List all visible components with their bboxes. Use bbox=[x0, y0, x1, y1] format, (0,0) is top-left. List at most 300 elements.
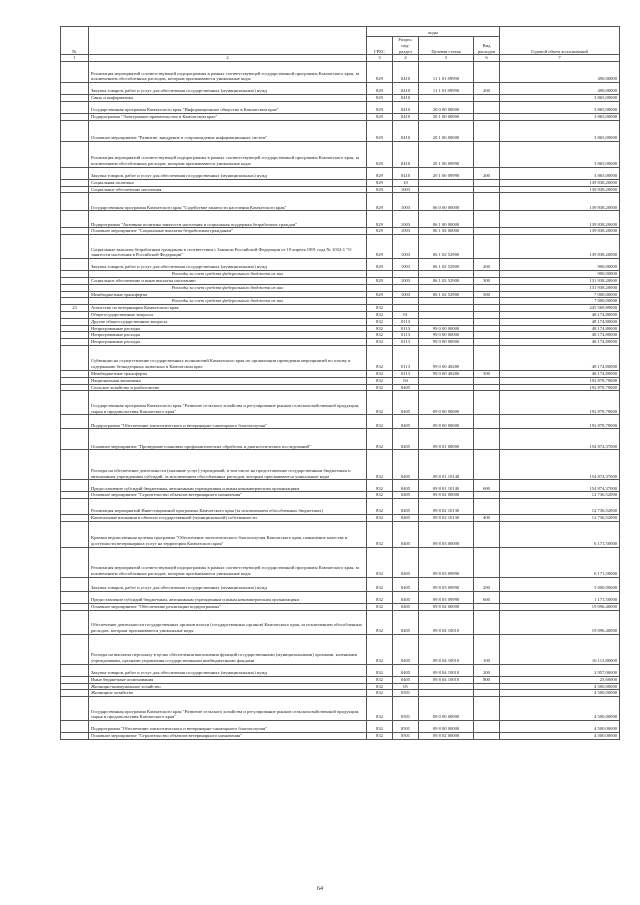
col-header-expense-type: Вид расходов bbox=[474, 37, 500, 55]
row-section: 0405 bbox=[393, 492, 419, 499]
row-number bbox=[61, 167, 89, 179]
row-expense-type bbox=[474, 101, 500, 113]
row-grbs: 829 bbox=[367, 193, 393, 211]
row-number bbox=[61, 664, 89, 676]
row-expense-type bbox=[474, 211, 500, 228]
row-section: 1003 bbox=[393, 291, 419, 298]
row-amount: 1 171,50000 bbox=[500, 591, 620, 603]
row-target: 06 1 02 00000 bbox=[419, 228, 474, 235]
row-name: Расходы на выплаты персоналу в целях обеспечения выполнения функций государственными (муниципальными) органами, казенными учреждениями, органами управления государственными внебюджетными фондами bbox=[89, 634, 367, 664]
row-expense-type: 500 bbox=[474, 370, 500, 377]
row-amount: 12 736,52000 bbox=[500, 492, 620, 499]
row-target bbox=[419, 271, 474, 278]
table-row bbox=[61, 318, 620, 325]
row-name: Другие общегосударственные вопросы bbox=[89, 318, 367, 325]
row-target: 20 1 00 00000 bbox=[419, 113, 474, 120]
row-target: 09 8 04 10010 bbox=[419, 664, 474, 676]
row-name: Жилищное хозяйство bbox=[89, 690, 367, 697]
row-amount: 192 878,79000 bbox=[500, 415, 620, 429]
row-target: 09 8 02 10130 bbox=[419, 515, 474, 522]
row-name: Социальное обеспечение населения bbox=[89, 186, 367, 193]
row-expense-type: 200 bbox=[474, 83, 500, 95]
row-number bbox=[61, 101, 89, 113]
col-header-section: Раздел, под-раздел bbox=[393, 37, 419, 55]
row-grbs: 832 bbox=[367, 377, 393, 384]
row-target: 09 8 01 10140 bbox=[419, 450, 474, 480]
col-header-name bbox=[89, 27, 367, 55]
row-target: 09 8 02 00000 bbox=[419, 492, 474, 499]
row-section: 05 bbox=[393, 683, 419, 690]
col-header-grbs: ГРБС bbox=[367, 37, 393, 55]
row-number bbox=[61, 141, 89, 167]
row-grbs: 832 bbox=[367, 415, 393, 429]
row-expense-type bbox=[474, 62, 500, 83]
row-name: Расходы за счет средств федерального бюджета из них bbox=[89, 298, 367, 305]
col-index-7: 7 bbox=[500, 55, 620, 62]
row-amount: 3 865,00000 bbox=[500, 101, 620, 113]
row-amount: 490,00000 bbox=[500, 62, 620, 83]
row-expense-type: 200 bbox=[474, 664, 500, 676]
row-grbs: 829 bbox=[367, 83, 393, 95]
row-amount: 6 171,50000 bbox=[500, 521, 620, 547]
row-grbs: 832 bbox=[367, 521, 393, 547]
row-number bbox=[61, 610, 89, 634]
row-number bbox=[61, 193, 89, 211]
row-target: 09 8 02 10130 bbox=[419, 499, 474, 515]
col-index-2: 2 bbox=[89, 55, 367, 62]
table-row bbox=[61, 305, 620, 312]
row-grbs: 832 bbox=[367, 391, 393, 415]
row-grbs bbox=[367, 271, 393, 278]
row-section bbox=[393, 298, 419, 305]
row-grbs: 832 bbox=[367, 480, 393, 492]
row-grbs: 829 bbox=[367, 62, 393, 83]
row-section: 0405 bbox=[393, 577, 419, 591]
row-number bbox=[61, 120, 89, 141]
row-number bbox=[61, 547, 89, 577]
row-amount: 154 874,37000 bbox=[500, 480, 620, 492]
row-grbs: 832 bbox=[367, 499, 393, 515]
row-section: 01 bbox=[393, 311, 419, 318]
row-name: Непрограммные расходы bbox=[89, 325, 367, 332]
row-grbs: 832 bbox=[367, 492, 393, 499]
row-section: 0410 bbox=[393, 167, 419, 179]
row-expense-type: 400 bbox=[474, 515, 500, 522]
row-expense-type bbox=[474, 499, 500, 515]
row-target bbox=[419, 690, 474, 697]
row-expense-type bbox=[474, 415, 500, 429]
table-row bbox=[61, 499, 620, 515]
table-row bbox=[61, 721, 620, 733]
row-number: 23 bbox=[61, 305, 89, 312]
row-section: 0405 bbox=[393, 547, 419, 577]
row-amount: 900,00000 bbox=[500, 259, 620, 271]
row-expense-type: 800 bbox=[474, 676, 500, 683]
row-section: 0405 bbox=[393, 664, 419, 676]
row-amount: 12 736,52000 bbox=[500, 515, 620, 522]
row-amount: 139 838,20000 bbox=[500, 193, 620, 211]
row-section bbox=[393, 271, 419, 278]
row-grbs: 832 bbox=[367, 515, 393, 522]
table-row bbox=[61, 83, 620, 95]
row-target: 06 0 00 00000 bbox=[419, 193, 474, 211]
row-section: 1003 bbox=[393, 235, 419, 259]
row-name: Реализация мероприятий Инвестиционной программы Камчатского края (за исключением обособленных бюджетных) bbox=[89, 499, 367, 515]
row-grbs: 829 bbox=[367, 95, 393, 102]
table-row bbox=[61, 377, 620, 384]
row-grbs: 832 bbox=[367, 634, 393, 664]
row-number bbox=[61, 721, 89, 733]
row-amount: 900,00000 bbox=[500, 271, 620, 278]
row-section: 0501 bbox=[393, 697, 419, 721]
row-name: Подпрограмма "Обеспечение эпизоотического и ветеринарно-санитарного благополучия" bbox=[89, 415, 367, 429]
row-grbs: 832 bbox=[367, 664, 393, 676]
row-number bbox=[61, 521, 89, 547]
row-amount: 48 174,80000 bbox=[500, 332, 620, 339]
row-amount: 7 000,00000 bbox=[500, 291, 620, 298]
row-expense-type bbox=[474, 391, 500, 415]
row-target bbox=[419, 95, 474, 102]
row-target: 09 8 01 10140 bbox=[419, 480, 474, 492]
row-amount: 48 174,80000 bbox=[500, 318, 620, 325]
table-row bbox=[61, 515, 620, 522]
row-number bbox=[61, 339, 89, 346]
row-grbs: 832 bbox=[367, 450, 393, 480]
row-amount: 19 096,40000 bbox=[500, 610, 620, 634]
row-section: 0410 bbox=[393, 83, 419, 95]
row-amount: 3 865,00000 bbox=[500, 167, 620, 179]
row-number bbox=[61, 634, 89, 664]
row-target: 09 8 04 00000 bbox=[419, 603, 474, 610]
row-amount: 192 878,79000 bbox=[500, 391, 620, 415]
row-expense-type bbox=[474, 733, 500, 740]
row-target: 20 0 00 00000 bbox=[419, 101, 474, 113]
row-number bbox=[61, 690, 89, 697]
row-expense-type bbox=[474, 610, 500, 634]
row-number bbox=[61, 603, 89, 610]
table-row bbox=[61, 120, 620, 141]
table-row bbox=[61, 610, 620, 634]
row-grbs: 829 bbox=[367, 167, 393, 179]
row-amount: 48 174,80000 bbox=[500, 325, 620, 332]
row-amount: 48 174,80000 bbox=[500, 345, 620, 370]
table-row bbox=[61, 697, 620, 721]
row-section: 0405 bbox=[393, 591, 419, 603]
row-name: Социальные выплаты безработным гражданам в соответствии с Законом Российской Федерации от 19 апреля 1991 года № 1032-1 "О занятости населения в Российской Федерации" bbox=[89, 235, 367, 259]
row-grbs: 832 bbox=[367, 690, 393, 697]
row-grbs: 829 bbox=[367, 235, 393, 259]
row-expense-type: 200 bbox=[474, 259, 500, 271]
row-amount: 6 171,50000 bbox=[500, 547, 620, 577]
row-amount: 2 957,00000 bbox=[500, 664, 620, 676]
row-grbs: 832 bbox=[367, 384, 393, 391]
row-name: Агентство по ветеринарии Камчатского края bbox=[89, 305, 367, 312]
row-target bbox=[419, 284, 474, 291]
table-row bbox=[61, 664, 620, 676]
table-row bbox=[61, 179, 620, 186]
row-grbs: 829 bbox=[367, 186, 393, 193]
row-section: 0501 bbox=[393, 733, 419, 740]
row-grbs: 829 bbox=[367, 101, 393, 113]
row-expense-type bbox=[474, 450, 500, 480]
row-number bbox=[61, 415, 89, 429]
row-grbs: 829 bbox=[367, 228, 393, 235]
row-name: Основное мероприятие "Строительство объектов ветеринарного назначения" bbox=[89, 733, 367, 740]
table-row bbox=[61, 311, 620, 318]
row-number bbox=[61, 186, 89, 193]
row-name: Основное мероприятие "Проведение плановых профилактических обработок и диагностических исследований" bbox=[89, 429, 367, 450]
row-amount: 154 874,37000 bbox=[500, 450, 620, 480]
row-section: 0113 bbox=[393, 339, 419, 346]
row-name: Подпрограмма "Электронное правительство в Камчатском крае" bbox=[89, 113, 367, 120]
row-target: 09 8 03 00000 bbox=[419, 521, 474, 547]
row-name: Закупка товаров, работ и услуг для обеспечения государственных (муниципальных) нужд bbox=[89, 664, 367, 676]
row-number bbox=[61, 697, 89, 721]
table-row bbox=[61, 547, 620, 577]
row-section: 0113 bbox=[393, 332, 419, 339]
table-row bbox=[61, 325, 620, 332]
row-target: 09 8 02 00000 bbox=[419, 733, 474, 740]
row-target bbox=[419, 305, 474, 312]
row-grbs: 832 bbox=[367, 305, 393, 312]
row-expense-type bbox=[474, 697, 500, 721]
table-body bbox=[61, 62, 620, 740]
row-name: Государственная программа Камчатского края "Развитие сельского хозяйства и регулирование рынков сельскохозяйственной продукции, сырья и продовольствия Камчатского края" bbox=[89, 697, 367, 721]
row-expense-type bbox=[474, 95, 500, 102]
row-name: Краевая ведомственная целевая программа "Обеспечение эпизоотического благополучия Камчатского края, повышение качества и доступности ветеринарных услуг на территории Камчатского края" bbox=[89, 521, 367, 547]
row-name: Реализация мероприятий соответствующей подпрограммы в рамках соответствующей государственной программы Камчатского края, за исключением обособленных расходов, которым присваиваются уникальные коды bbox=[89, 141, 367, 167]
row-grbs: 832 bbox=[367, 325, 393, 332]
row-grbs: 829 bbox=[367, 291, 393, 298]
col-header-amount: Годовой объем ассигнований bbox=[500, 27, 620, 55]
row-expense-type: 600 bbox=[474, 591, 500, 603]
row-name: Закупка товаров, работ и услуг для обеспечения государственных (муниципальных) нужд bbox=[89, 167, 367, 179]
table-row bbox=[61, 211, 620, 228]
row-name: Предоставление субсидий бюджетным, автономным учреждениям и иным некоммерческим организациям bbox=[89, 480, 367, 492]
row-target: 06 1 02 52900 bbox=[419, 277, 474, 284]
row-target: 09 8 00 00000 bbox=[419, 415, 474, 429]
table-row bbox=[61, 193, 620, 211]
row-section: 0113 bbox=[393, 325, 419, 332]
row-target: 99 0 00 00000 bbox=[419, 332, 474, 339]
row-name: Основное мероприятие "Социальные выплаты безработным гражданам" bbox=[89, 228, 367, 235]
row-name: Закупка товаров, работ и услуг для обеспечения государственных (муниципальных) нужд bbox=[89, 577, 367, 591]
row-expense-type bbox=[474, 113, 500, 120]
row-name: Межбюджетные трансферты bbox=[89, 370, 367, 377]
row-section: 0405 bbox=[393, 450, 419, 480]
row-number bbox=[61, 62, 89, 83]
row-expense-type bbox=[474, 547, 500, 577]
row-section: 0405 bbox=[393, 603, 419, 610]
row-amount: 3 865,00000 bbox=[500, 113, 620, 120]
table-row bbox=[61, 683, 620, 690]
row-section: 1003 bbox=[393, 259, 419, 271]
table-row bbox=[61, 480, 620, 492]
row-number bbox=[61, 259, 89, 271]
row-section: 1003 bbox=[393, 186, 419, 193]
row-grbs: 832 bbox=[367, 318, 393, 325]
row-section: 0405 bbox=[393, 429, 419, 450]
row-grbs: 832 bbox=[367, 370, 393, 377]
row-grbs: 829 bbox=[367, 211, 393, 228]
row-amount: 5 000,00000 bbox=[500, 577, 620, 591]
table-row bbox=[61, 577, 620, 591]
row-target: 06 1 02 52900 bbox=[419, 259, 474, 271]
page-number: 64 bbox=[317, 886, 323, 892]
row-number bbox=[61, 95, 89, 102]
row-section: 0405 bbox=[393, 415, 419, 429]
row-target: 06 1 02 52900 bbox=[419, 291, 474, 298]
col-index-4: 4 bbox=[393, 55, 419, 62]
row-grbs: 832 bbox=[367, 610, 393, 634]
table-row bbox=[61, 345, 620, 370]
row-expense-type: 500 bbox=[474, 291, 500, 298]
row-name: Государственная программа Камчатского края "Информационное общество в Камчатском крае" bbox=[89, 101, 367, 113]
row-section: 0405 bbox=[393, 676, 419, 683]
row-number bbox=[61, 577, 89, 591]
row-name: Связь и информатика bbox=[89, 95, 367, 102]
row-number bbox=[61, 370, 89, 377]
row-name: Расходы на обеспечение деятельности (оказание услуг) учреждений, в том числе на предоставление государственным бюджетным и автономным учреждениям субсидий, за исключением обособленных расходов, которым присваиваются уникальные коды bbox=[89, 450, 367, 480]
row-section bbox=[393, 305, 419, 312]
row-grbs: 832 bbox=[367, 345, 393, 370]
header-row-top bbox=[61, 27, 620, 37]
row-name: Предоставление субсидий бюджетным, автономным учреждениям и иным некоммерческим организациям bbox=[89, 591, 367, 603]
row-section: 0501 bbox=[393, 690, 419, 697]
row-expense-type bbox=[474, 690, 500, 697]
table-row bbox=[61, 277, 620, 284]
table-row bbox=[61, 141, 620, 167]
row-grbs: 832 bbox=[367, 547, 393, 577]
table-row bbox=[61, 62, 620, 83]
row-grbs: 832 bbox=[367, 591, 393, 603]
row-expense-type bbox=[474, 284, 500, 291]
row-expense-type bbox=[474, 318, 500, 325]
row-expense-type bbox=[474, 311, 500, 318]
row-target: 09 8 03 09990 bbox=[419, 547, 474, 577]
table-row-note bbox=[61, 271, 620, 278]
row-section: 0405 bbox=[393, 384, 419, 391]
row-grbs: 832 bbox=[367, 311, 393, 318]
row-name: Иные бюджетные ассигнования bbox=[89, 676, 367, 683]
row-grbs: 829 bbox=[367, 141, 393, 167]
row-expense-type bbox=[474, 384, 500, 391]
row-amount: 139 838,20000 bbox=[500, 228, 620, 235]
row-amount: 139 838,20000 bbox=[500, 235, 620, 259]
table-row bbox=[61, 690, 620, 697]
row-number bbox=[61, 384, 89, 391]
row-grbs: 829 bbox=[367, 277, 393, 284]
row-expense-type: 600 bbox=[474, 480, 500, 492]
row-section: 0405 bbox=[393, 610, 419, 634]
row-grbs: 832 bbox=[367, 332, 393, 339]
row-target: 09 8 04 10010 bbox=[419, 676, 474, 683]
row-number bbox=[61, 271, 89, 278]
row-grbs: 832 bbox=[367, 603, 393, 610]
row-amount: 490,00000 bbox=[500, 83, 620, 95]
row-expense-type bbox=[474, 305, 500, 312]
table-row bbox=[61, 415, 620, 429]
row-target: 20 1 06 09990 bbox=[419, 141, 474, 167]
table-row bbox=[61, 676, 620, 683]
row-grbs: 832 bbox=[367, 676, 393, 683]
row-section: 1003 bbox=[393, 211, 419, 228]
row-section: 0410 bbox=[393, 95, 419, 102]
row-amount: 192 878,79000 bbox=[500, 384, 620, 391]
row-number bbox=[61, 325, 89, 332]
row-number bbox=[61, 318, 89, 325]
col-header-number: № bbox=[61, 27, 89, 55]
row-expense-type bbox=[474, 377, 500, 384]
table-row bbox=[61, 339, 620, 346]
row-section: 0410 bbox=[393, 141, 419, 167]
row-section: 04 bbox=[393, 377, 419, 384]
table-row-note bbox=[61, 298, 620, 305]
row-expense-type bbox=[474, 603, 500, 610]
row-target: 99 0 00 40280 bbox=[419, 370, 474, 377]
row-target: 09 8 01 00000 bbox=[419, 429, 474, 450]
row-target: 20 1 06 09990 bbox=[419, 167, 474, 179]
row-section: 0405 bbox=[393, 499, 419, 515]
table-row bbox=[61, 291, 620, 298]
row-target bbox=[419, 298, 474, 305]
row-section: 1003 bbox=[393, 228, 419, 235]
row-name: Жилищно-коммунальное хозяйство bbox=[89, 683, 367, 690]
row-target: 09 8 03 09990 bbox=[419, 577, 474, 591]
table-row bbox=[61, 370, 620, 377]
row-expense-type bbox=[474, 721, 500, 733]
row-expense-type: 200 bbox=[474, 577, 500, 591]
row-grbs: 832 bbox=[367, 429, 393, 450]
table-row bbox=[61, 733, 620, 740]
row-target: 11 1 01 09990 bbox=[419, 62, 474, 83]
row-grbs: 832 bbox=[367, 721, 393, 733]
row-expense-type bbox=[474, 339, 500, 346]
row-name: Основное мероприятие "Строительство объектов ветеринарного назначения" bbox=[89, 492, 367, 499]
row-expense-type bbox=[474, 228, 500, 235]
row-target: 99 0 00 40280 bbox=[419, 345, 474, 370]
row-section: 0113 bbox=[393, 370, 419, 377]
row-section: 0501 bbox=[393, 721, 419, 733]
row-section: 0405 bbox=[393, 391, 419, 415]
row-grbs bbox=[367, 284, 393, 291]
row-target: 09 0 00 00000 bbox=[419, 697, 474, 721]
row-section: 0113 bbox=[393, 345, 419, 370]
row-name: Государственная программа Камчатского края "Содействие занятости населения Камчатского края" bbox=[89, 193, 367, 211]
row-expense-type bbox=[474, 345, 500, 370]
row-expense-type bbox=[474, 179, 500, 186]
table-row bbox=[61, 101, 620, 113]
row-number bbox=[61, 298, 89, 305]
row-grbs: 832 bbox=[367, 339, 393, 346]
row-expense-type bbox=[474, 429, 500, 450]
row-expense-type bbox=[474, 492, 500, 499]
row-name: Общегосударственные вопросы bbox=[89, 311, 367, 318]
col-index-3: 3 bbox=[367, 55, 393, 62]
row-section: 0405 bbox=[393, 521, 419, 547]
row-name: Непрограммные расходы bbox=[89, 332, 367, 339]
row-number bbox=[61, 228, 89, 235]
row-amount: 4 500,00000 bbox=[500, 721, 620, 733]
table-row bbox=[61, 521, 620, 547]
row-section bbox=[393, 284, 419, 291]
row-section: 1003 bbox=[393, 193, 419, 211]
row-grbs bbox=[367, 298, 393, 305]
row-target bbox=[419, 384, 474, 391]
row-amount: 139 838,20000 bbox=[500, 211, 620, 228]
row-expense-type: 100 bbox=[474, 634, 500, 664]
col-header-codes: коды bbox=[367, 27, 500, 37]
